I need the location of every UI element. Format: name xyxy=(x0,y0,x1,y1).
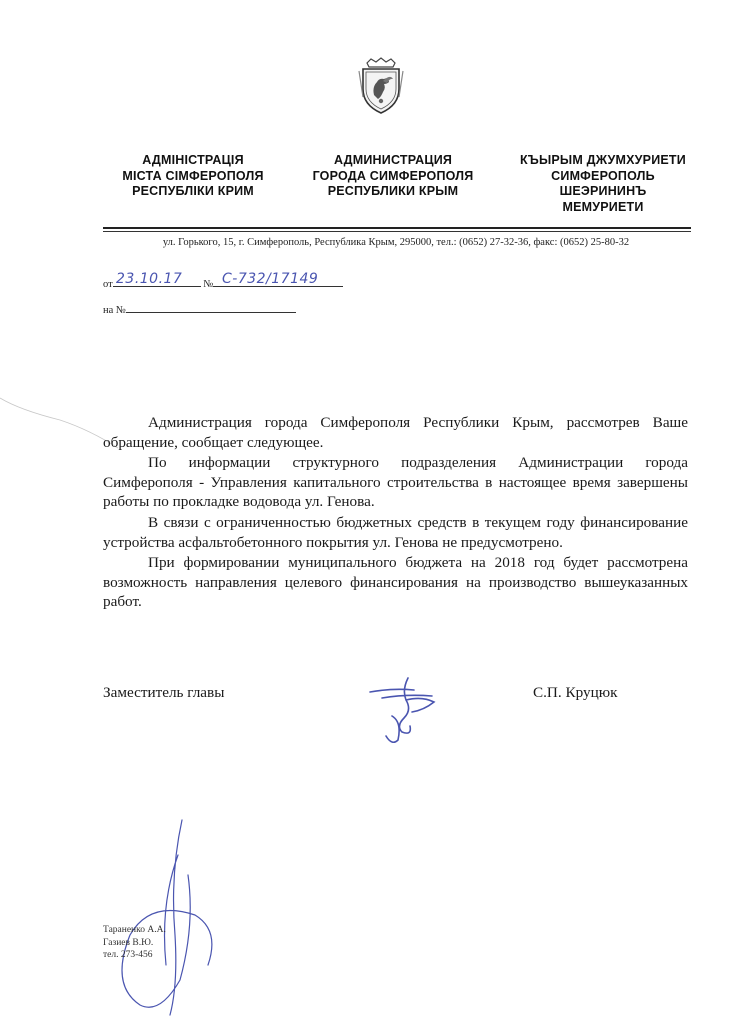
paper-fold-mark xyxy=(0,380,120,450)
header-line: МЕМУРИЕТИ xyxy=(562,199,644,214)
number-label: № xyxy=(203,279,214,290)
header-russian xyxy=(298,153,488,200)
header-line: АДМИНИСТРАЦИЯ xyxy=(333,153,453,167)
header-line: СИМФЕРОПОЛЬ xyxy=(551,168,655,183)
signatory-title: Заместитель главы xyxy=(103,684,225,701)
from-label: от xyxy=(103,279,113,290)
header-ukrainian xyxy=(108,153,278,200)
header-line: РЕСПУБЛІКИ КРИМ xyxy=(132,184,254,198)
executor-phone: тел. 273-456 xyxy=(103,950,153,960)
letter-body xyxy=(103,413,688,613)
header-line: МІСТА СІМФЕРОПОЛЯ xyxy=(122,168,264,183)
handwritten-number: С-732/17149 xyxy=(222,271,319,287)
body-paragraph: При формировании муниципального бюджета на 2018 год будет рассмотрена возможность направления целевого финансирования на производство вышеуказанных работ. xyxy=(103,554,688,611)
incoming-number-line xyxy=(126,303,296,313)
header-line: КЪЫРЫМ ДЖУМХУРИЕТИ xyxy=(520,153,686,167)
body-paragraph: Администрация города Симферополя Республики Крым, рассмотрев Ваше обращение, сообщает следующее. xyxy=(103,414,688,451)
handwritten-date: 23.10.17 xyxy=(116,271,183,287)
header-line: РЕСПУБЛИКИ КРЫМ xyxy=(327,184,459,198)
body-paragraph: В связи с ограниченностью бюджетных средств в текущем году финансирование устройства асфальтобетонного покрытия ул. Генова не предусмотрено. xyxy=(103,513,688,551)
incoming-reference xyxy=(103,303,296,316)
crimea-coat-of-arms-icon xyxy=(357,57,405,115)
executor-info xyxy=(103,924,166,962)
header-line: АДМІНІСТРАЦІЯ xyxy=(142,153,244,167)
signatory-name: С.П. Круцюк xyxy=(533,684,618,701)
header-line: ГОРОДА СИМФЕРОПОЛЯ xyxy=(312,168,474,183)
executor-line: Тараненко А.А. xyxy=(103,925,166,935)
address-line: ул. Горького, 15, г. Симферополь, Республика Крым, 295000, тел.: (0652) 27-32-36, факс: (0652) 25-80-32 xyxy=(162,237,630,248)
body-paragraph: По информации структурного подразделения Администрации города Симферополя - Управления капитального строительства в настоящее время завершены работы по прокладке водовода ул. Генова. xyxy=(103,454,688,511)
handwritten-signature xyxy=(362,670,452,750)
header-divider-thin xyxy=(103,231,691,232)
header-line: ШЕЭРИНИНЪ xyxy=(559,184,647,198)
approval-signature xyxy=(100,815,225,1020)
header-divider-thick xyxy=(103,227,691,229)
header-crimean-tatar xyxy=(503,153,703,215)
to-label: на № xyxy=(103,305,126,316)
executor-line: Газиев В.Ю. xyxy=(103,937,154,948)
